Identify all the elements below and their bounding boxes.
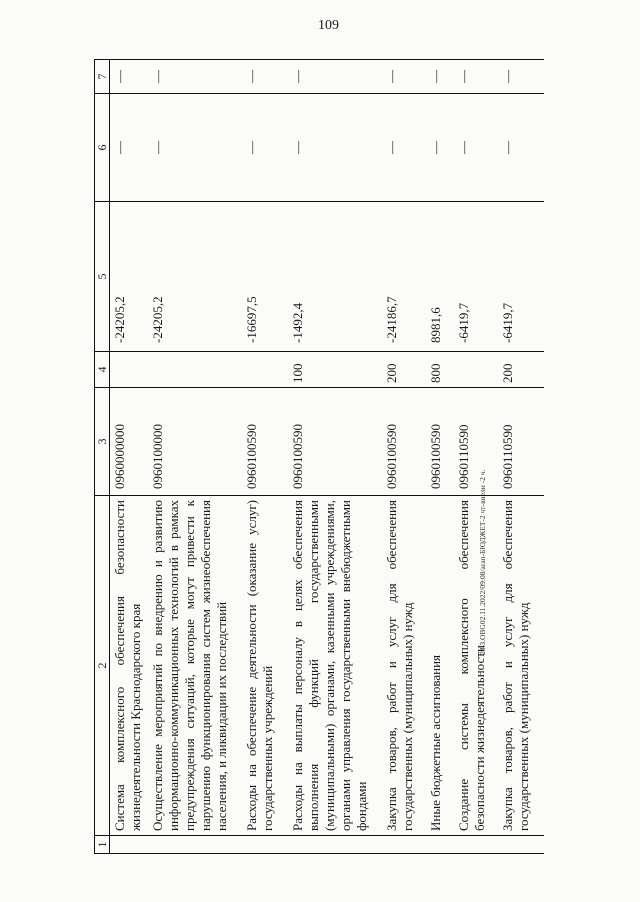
target-code-cell: 0960110590: [498, 388, 544, 496]
table-row: [148, 60, 242, 854]
expense-type-cell: [110, 352, 149, 388]
header-cell-5: 5: [95, 202, 110, 352]
header-cell-7: 7: [95, 60, 110, 94]
table-row: [426, 60, 454, 854]
table-row: [454, 60, 498, 854]
amount-cell: -16697,5: [242, 202, 288, 352]
column-7-cell: —: [110, 60, 149, 94]
amount-cell: -24205,2: [148, 202, 242, 352]
target-code-cell: 0960100590: [242, 388, 288, 496]
budget-table: [94, 59, 544, 854]
target-code-cell: 0960110590: [454, 388, 498, 496]
row-number-cell: [148, 836, 242, 854]
row-number-cell: [242, 836, 288, 854]
amount-cell: -24186,7: [382, 202, 426, 352]
table-row: [382, 60, 426, 854]
expense-type-cell: 200: [382, 352, 426, 388]
header-row: [95, 60, 110, 854]
description-cell: Расходы на выплаты персоналу в целях обеспечения выполнения функций государственными (муниципальными) органами, казенными учреждениями, органами управления государственными внебюджетными фондами: [288, 496, 382, 836]
row-number-cell: [498, 836, 544, 854]
column-7-cell: —: [288, 60, 382, 94]
row-number-cell: [382, 836, 426, 854]
expense-type-cell: [242, 352, 288, 388]
expense-type-cell: [454, 352, 498, 388]
expense-type-cell: [148, 352, 242, 388]
header-cell-2: 2: [95, 496, 110, 836]
target-code-cell: 0960100590: [426, 388, 454, 496]
header-cell-1: 1: [95, 836, 110, 854]
row-number-cell: [110, 836, 149, 854]
amount-cell: -6419,7: [454, 202, 498, 352]
document-side-code: 20.3.OBG02.11.2022/09:08/aran-БЮДЖЕТ-2 чт-виели -2 ч.: [478, 469, 487, 655]
column-7-cell: —: [498, 60, 544, 94]
header-cell-4: 4: [95, 352, 110, 388]
column-6-cell: —: [148, 94, 242, 202]
description-cell: Закупка товаров, работ и услуг для обеспечения государственных (муниципальных) нужд: [382, 496, 426, 836]
expense-type-cell: 200: [498, 352, 544, 388]
description-cell: Система комплексного обеспечения безопасности жизнедеятельности Краснодарского края: [110, 496, 149, 836]
target-code-cell: 0960100590: [382, 388, 426, 496]
column-7-cell: —: [242, 60, 288, 94]
column-6-cell: —: [426, 94, 454, 202]
target-code-cell: 0960100590: [288, 388, 382, 496]
column-7-cell: —: [148, 60, 242, 94]
description-cell: Создание системы комплексного обеспечения безопасности жизнедеятельности: [454, 496, 498, 836]
amount-cell: -24205,2: [110, 202, 149, 352]
row-number-cell: [426, 836, 454, 854]
table-body: [95, 60, 545, 854]
table-row: [242, 60, 288, 854]
header-cell-6: 6: [95, 94, 110, 202]
description-cell: Расходы на обеспечение деятельности (оказание услуг) государственных учреждений: [242, 496, 288, 836]
row-number-cell: [454, 836, 498, 854]
column-7-cell: —: [454, 60, 498, 94]
rotated-table-wrapper: [94, 60, 606, 854]
table-row: [498, 60, 544, 854]
column-6-cell: —: [454, 94, 498, 202]
row-number-cell: [288, 836, 382, 854]
page-number: 109: [318, 18, 339, 33]
amount-cell: -6419,7: [498, 202, 544, 352]
description-cell: Закупка товаров, работ и услуг для обеспечения государственных (муниципальных) нужд: [498, 496, 544, 836]
column-6-cell: —: [288, 94, 382, 202]
description-cell: Иные бюджетные ассигнования: [426, 496, 454, 836]
column-6-cell: —: [498, 94, 544, 202]
column-6-cell: —: [382, 94, 426, 202]
description-cell: Осуществление мероприятий по внедрению и развитию информационно-коммуникационных технологий в рамках предупреждения ситуаций, которые могут привести к нарушению функционирования систем жизнеобеспечения населения, и ликвидации их последствий: [148, 496, 242, 836]
column-6-cell: —: [110, 94, 149, 202]
expense-type-cell: 100: [288, 352, 382, 388]
target-code-cell: 0960000000: [110, 388, 149, 496]
table-row: [288, 60, 382, 854]
column-6-cell: —: [242, 94, 288, 202]
expense-type-cell: 800: [426, 352, 454, 388]
table-row: [110, 60, 149, 854]
amount-cell: -1492,4: [288, 202, 382, 352]
column-7-cell: —: [426, 60, 454, 94]
header-cell-3: 3: [95, 388, 110, 496]
target-code-cell: 0960100000: [148, 388, 242, 496]
column-7-cell: —: [382, 60, 426, 94]
amount-cell: 8981,6: [426, 202, 454, 352]
